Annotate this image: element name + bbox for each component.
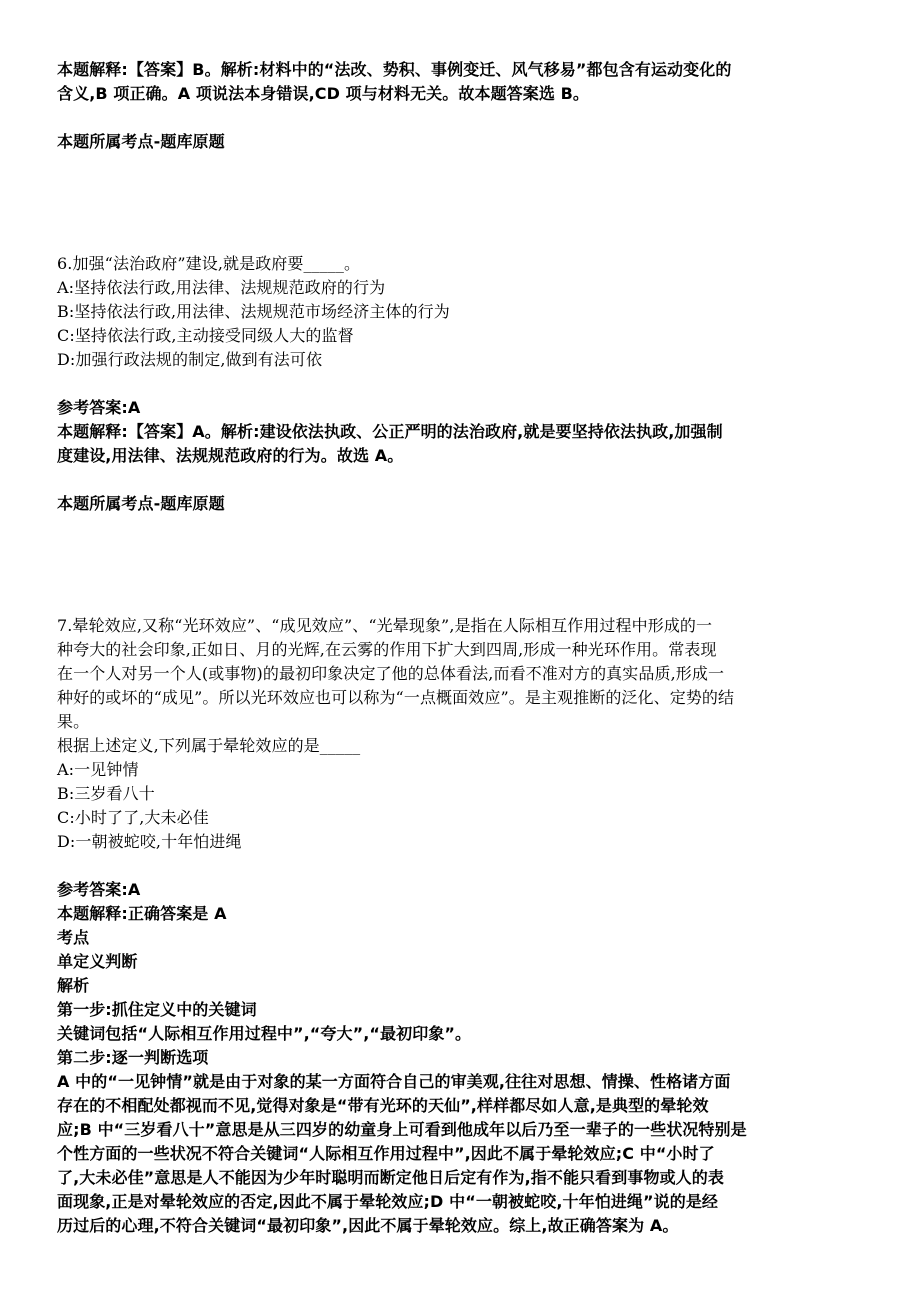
q7-stem-line-2: 种夸大的社会印象,正如日、月的光辉,在云雾的作用下扩大到四周,形成一种光环作用。常表现: [57, 640, 717, 659]
q6-option-a: A:坚持依法行政,用法律、法规规范政府的行为: [57, 278, 386, 297]
q6-option-b: B:坚持依法行政,用法律、法规规范市场经济主体的行为: [57, 302, 450, 321]
q7-answer: 参考答案:A: [57, 880, 141, 899]
q7-explanation-line-7: 第二步:逐一判断选项: [57, 1048, 209, 1067]
q7-stem-line-1: 7.晕轮效应,又称“光环效应”、“成见效应”、“光晕现象”,是指在人际相互作用过程中形成的一: [57, 616, 713, 635]
q7-explanation-line-14: 历过后的心理,不符合关键词“最初印象”,因此不属于晕轮效应。综上,故正确答案为 A。: [57, 1216, 679, 1235]
q7-stem-line-4: 种好的或坏的“成见”。所以光环效应也可以称为“一点概面效应”。是主观推断的泛化、定势的结: [57, 688, 735, 707]
q7-stem-line-5: 果。: [57, 712, 90, 731]
q7-explanation-line-13: 面现象,正是对晕轮效应的否定,因此不属于晕轮效应;D 中“一朝被蛇咬,十年怕进绳”说的是经: [57, 1192, 719, 1211]
q6-option-d: D:加强行政法规的制定,做到有法可依: [57, 350, 323, 369]
q7-explanation-line-5: 第一步:抓住定义中的关键词: [57, 1000, 257, 1019]
q6-explanation-line-2: 度建设,用法律、法规规范政府的行为。故选 A。: [57, 446, 404, 465]
q7-explanation-line-6: 关键词包括“人际相互作用过程中”,“夸大”,“最初印象”。: [57, 1024, 472, 1043]
q6-explanation-line-1: 本题解释:【答案】A。解析:建设依法执政、公正严明的法治政府,就是要坚持依法执政,加强制: [57, 422, 723, 441]
q7-stem-line-6: 根据上述定义,下列属于晕轮效应的是_____: [57, 736, 361, 755]
q7-option-a: A:一见钟情: [57, 760, 139, 779]
q7-explanation-line-9: 存在的不相配处都视而不见,觉得对象是“带有光环的天仙”,样样都尽如人意,是典型的晕轮效: [57, 1096, 709, 1115]
q6-option-c: C:坚持依法行政,主动接受同级人大的监督: [57, 326, 354, 345]
q7-explanation-line-1: 本题解释:正确答案是 A: [57, 904, 227, 923]
q7-explanation-line-4: 解析: [57, 976, 90, 995]
q6-point: 本题所属考点-题库原题: [57, 494, 225, 513]
q7-option-b: B:三岁看八十: [57, 784, 155, 803]
prev-explanation-line-2: 含义,B 项正确。A 项说法本身错误,CD 项与材料无关。故本题答案选 B。: [57, 84, 590, 103]
prev-explanation-line-1: 本题解释:【答案】B。解析:材料中的“法改、势积、事例变迁、风气移易”都包含有运动变化的: [57, 60, 732, 79]
q7-explanation-line-12: 了,大未必佳”意思是人不能因为少年时聪明而断定他日后定有作为,指不能只看到事物或人的表: [57, 1168, 724, 1187]
q7-explanation-line-10: 应;B 中“三岁看八十”意思是从三四岁的幼童身上可看到他成年以后乃至一辈子的一些状况特别是: [57, 1120, 747, 1139]
q7-explanation-line-2: 考点: [57, 928, 90, 947]
q6-answer: 参考答案:A: [57, 398, 141, 417]
q7-option-c: C:小时了了,大未必佳: [57, 808, 209, 827]
prev-point: 本题所属考点-题库原题: [57, 132, 225, 151]
q7-option-d: D:一朝被蛇咬,十年怕进绳: [57, 832, 242, 851]
q7-explanation-line-8: A 中的“一见钟情”就是由于对象的某一方面符合自己的审美观,往往对思想、情操、性格诸方面: [57, 1072, 731, 1091]
q7-explanation-line-11: 个性方面的一些状况不符合关键词“人际相互作用过程中”,因此不属于晕轮效应;C 中“小时了: [57, 1144, 715, 1163]
q7-stem-line-3: 在一个人对另一个人(或事物)的最初印象决定了他的总体看法,而看不准对方的真实品质,形成一: [57, 664, 725, 683]
q7-explanation-line-3: 单定义判断: [57, 952, 138, 971]
q6-stem: 6.加强“法治政府”建设,就是政府要_____。: [57, 254, 361, 273]
